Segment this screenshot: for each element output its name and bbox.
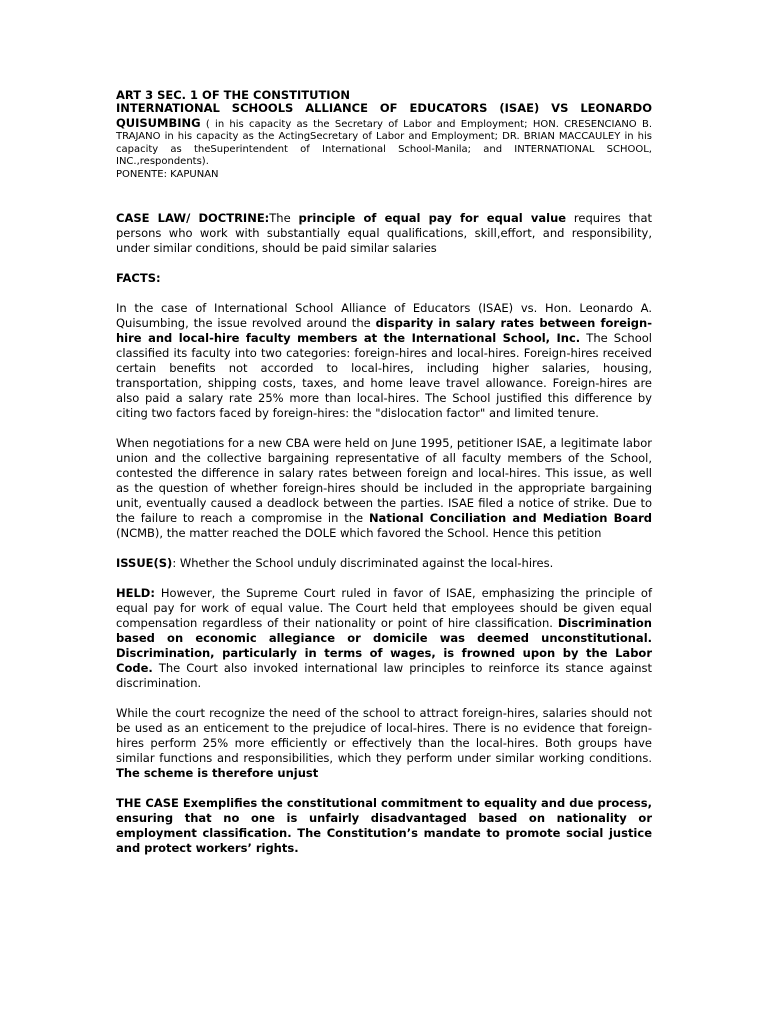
case-caption — [116, 102, 652, 169]
issue-paragraph — [116, 556, 652, 571]
facts-p1-text-b: The School classified its faculty into two categories: foreign-hires and local-hires. Foreign-hires received certain benefits not accorded to local-hires, including higher salaries, housing, transportation, shipping costs, taxes, and home leave travel allowance. Foreign-hires are also paid a salary rate 25% more than local-hires. The School justified this difference by citing two factors faced by foreign-hires: the "dislocation factor" and limited tenure. — [116, 331, 652, 420]
held-p1-bold: Discrimination based on economic allegiance or domicile was deemed unconstitutional. Discrimination, particularly in terms of wages, is frowned upon by the Labor Code. — [116, 616, 652, 675]
document-page — [116, 88, 652, 856]
conclusion-paragraph: THE CASE Exemplifies the constitutional commitment to equality and due process, ensuring that no one is unfairly disadvantaged based on nationality or employment classification. The Constitution’s mandate to promote social justice and protect workers’ rights. — [116, 796, 652, 855]
issue-label: ISSUE(S) — [116, 556, 173, 570]
held-p2-text-a: While the court recognize the need of the school to attract foreign-hires, salaries should not be used as an enticement to the prejudice of local-hires. There is no evidence that foreign-hires perform 25% more efficiently or effectively than the local-hires. Both groups have similar functions and responsibilities, which they perform under similar working conditions. — [116, 706, 652, 765]
facts-heading: FACTS: — [116, 271, 161, 285]
held-p1-text-a: However, the Supreme Court ruled in favor of ISAE, emphasizing the principle of equal pay for work of equal value. The Court held that employees should be given equal compensation regardless of their nationality or point of hire classification. — [116, 586, 652, 630]
ponente: PONENTE: KAPUNAN — [116, 168, 219, 180]
facts-paragraph-1 — [116, 301, 652, 421]
doctrine-text-pre: The — [269, 211, 299, 225]
held-p2-bold: The scheme is therefore unjust — [116, 766, 319, 780]
held-paragraph-2 — [116, 706, 652, 781]
facts-p1-bold: disparity in salary rates between foreign-hire and local-hire faculty members at the International School, Inc. — [116, 316, 652, 345]
parties-detail: ( in his capacity as the Secretary of Labor and Employment; HON. CRESENCIANO B. TRAJANO in his capacity as the ActingSecretary of Labor and Employment; DR. BRIAN MACCAULEY in his capacity as theSuperintendent of International School-Manila; and INTERNATIONAL SCHOOL, INC.,respondents). — [116, 118, 652, 167]
facts-p2-text-a: When negotiations for a new CBA were held on June 1995, petitioner ISAE, a legitimate labor union and the collective bargaining representative of all faculty members of the School, contested the difference in salary rates between foreign and local-hires. This issue, as well as the question of whether foreign-hires should be included in the appropriate bargaining unit, eventually caused a deadlock between the parties. ISAE filed a notice of strike. Due to the failure to reach a compromise in the — [116, 436, 652, 525]
issue-text: : Whether the School unduly discriminated against the local-hires. — [172, 556, 554, 570]
facts-p1-text-a: In the case of International School Alliance of Educators (ISAE) vs. Hon. Leonardo A. Quisumbing, the issue revolved around the — [116, 301, 652, 330]
article-reference: ART 3 SEC. 1 OF THE CONSTITUTION — [116, 88, 350, 102]
held-label: HELD: — [116, 586, 155, 600]
facts-paragraph-2 — [116, 436, 652, 541]
held-paragraph-1 — [116, 586, 652, 691]
doctrine-principle: principle of equal pay for equal value — [298, 211, 567, 225]
doctrine-label: CASE LAW/ DOCTRINE: — [116, 211, 270, 225]
facts-p2-text-b: (NCMB), the matter reached the DOLE which favored the School. Hence this petition — [116, 526, 602, 540]
held-p1-text-b: The Court also invoked international law principles to reinforce its stance against discrimination. — [116, 661, 652, 690]
case-title: INTERNATIONAL SCHOOLS ALLIANCE OF EDUCATORS (ISAE) VS LEONARDO QUISUMBING — [116, 101, 652, 130]
facts-p2-bold: National Conciliation and Mediation Board — [368, 511, 652, 525]
doctrine-text-post: requires that persons who work with substantially equal qualifications, skill,effort, and responsibility, under similar conditions, should be paid similar salaries — [116, 211, 652, 255]
doctrine-paragraph — [116, 211, 652, 256]
